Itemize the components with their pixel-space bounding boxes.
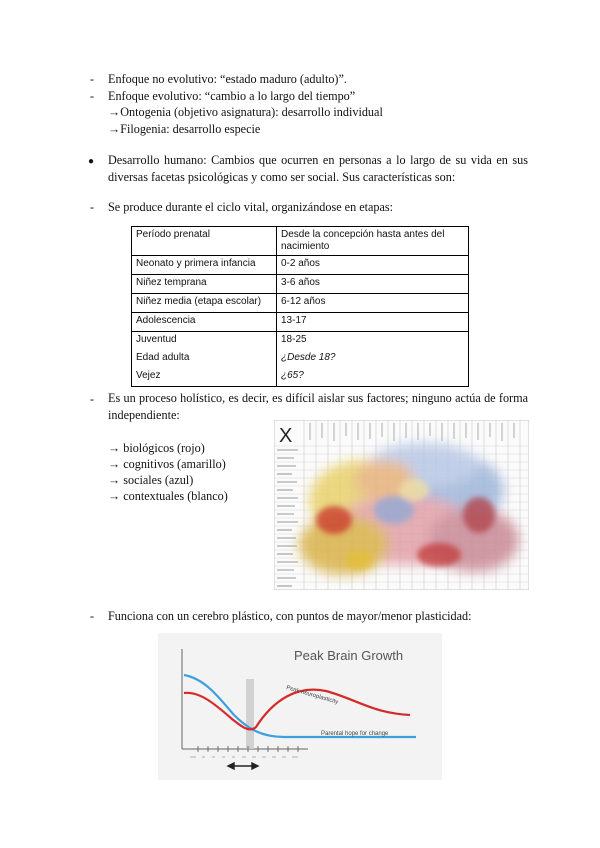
critical-band: [246, 679, 254, 749]
brain-growth-plot: [158, 633, 442, 780]
chart-title: Peak Brain Growth: [294, 648, 404, 663]
table-row: [132, 313, 469, 332]
table-cell-period: Juventud: [132, 332, 277, 351]
table-cell-period: Niñez media (etapa escolar): [132, 294, 277, 313]
table-cell-period: Vejez: [132, 368, 277, 387]
list-marker: -: [90, 609, 95, 623]
list-marker: -: [90, 89, 95, 103]
table-row: [132, 350, 469, 368]
table-row: [132, 227, 469, 256]
table-row: [132, 275, 469, 294]
bullet-icon: ●: [88, 156, 95, 167]
holistic-paragraph: Es un proceso holístico, es decir, es difícil aislar sus factores; ninguno actúa de forma independiente:: [108, 391, 528, 422]
stages-intro: Se produce durante el ciclo vital, organizándose en etapas:: [108, 200, 394, 214]
list-marker: -: [90, 200, 95, 214]
sub-item-ontogenia: →Ontogenia (objetivo asignatura): desarrollo individual: [108, 105, 383, 119]
development-paragraph: Desarrollo humano: Cambios que ocurren en personas a lo largo de su vida en sus diversas facetas psicológicas y como ser social. Sus características son:: [108, 153, 528, 184]
intro-item-nonevolutive: Enfoque no evolutivo: “estado maduro (adulto)”.: [108, 72, 347, 86]
table-cell-period: Edad adulta: [132, 350, 277, 368]
table-row: [132, 332, 469, 351]
table-row: [132, 368, 469, 387]
table-row: [132, 294, 469, 313]
watercolor-matrix-figure: [274, 420, 529, 590]
table-row: [132, 256, 469, 275]
table-cell-range: 13-17: [277, 313, 469, 332]
table-cell-range: 6-12 años: [277, 294, 469, 313]
table-cell-range: 0-2 años: [277, 256, 469, 275]
table-cell-range: ¿Desde 18?: [277, 350, 469, 368]
peak-brain-growth-chart: [158, 633, 442, 780]
table-cell-period: Niñez temprana: [132, 275, 277, 294]
stages-table: [131, 226, 469, 387]
factor-social: → sociales (azul): [108, 473, 194, 487]
matrix-illustration: [274, 420, 529, 590]
factor-cognitive: → cognitivos (amarillo): [108, 457, 226, 471]
intro-item-evolutive: Enfoque evolutivo: “cambio a lo largo del tiempo”: [108, 89, 356, 103]
table-cell-period: Neonato y primera infancia: [132, 256, 277, 275]
table-cell-period: Adolescencia: [132, 313, 277, 332]
matrix-x-mark: X: [279, 425, 293, 447]
blue-curve-label: Parental hope for change: [321, 731, 389, 737]
sub-item-filogenia: →Filogenia: desarrollo especie: [108, 122, 261, 136]
factor-contextual: → contextuales (blanco): [108, 489, 228, 503]
plasticity-intro: Funciona con un cerebro plástico, con puntos de mayor/menor plasticidad:: [108, 609, 472, 623]
factor-biological: → biológicos (rojo): [108, 441, 205, 455]
table-cell-period: Período prenatal: [132, 227, 277, 256]
list-marker: -: [90, 72, 95, 86]
red-curve-label: Peak neuroplasticity: [285, 685, 339, 706]
table-cell-range: Desde la concepción hasta antes del nacimiento: [277, 227, 469, 256]
list-marker: -: [90, 392, 95, 406]
table-cell-range: 3-6 años: [277, 275, 469, 294]
table-cell-range: ¿65?: [277, 368, 469, 387]
table-cell-range: 18-25: [277, 332, 469, 351]
